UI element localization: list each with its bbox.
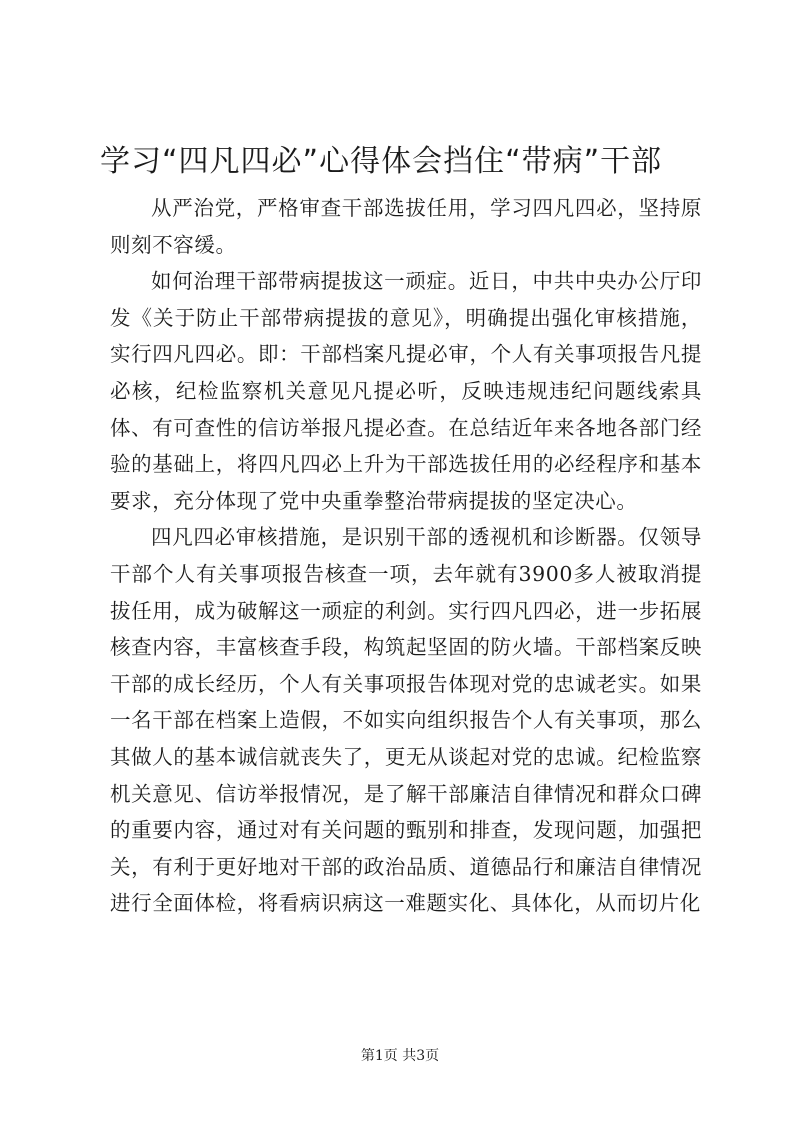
page-footer xyxy=(0,1046,800,1066)
document-body xyxy=(110,190,702,922)
page-number: 第1页 共3页 xyxy=(360,1048,440,1064)
document-title: 学习“四凡四必”心得体会挡住“带病”干部 xyxy=(100,144,663,179)
paragraph-1: 从严治党，严格审查干部选拔任用，学习四凡四必，坚持原则刻不容缓。 xyxy=(110,196,702,257)
paragraph-2: 如何治理干部带病提拔这一顽症。近日，中共中央办公厅印发《关于防止干部带病提拔的意见》，明确提出强化审核措施，实行四凡四必。即：干部档案凡提必审，个人有关事项报告凡提必核，纪检监察机关意见凡提必听，反映违规违纪问题线索具体、有可查性的信访举报凡提必查。在总结近年来各地各部门经验的基础上，将四凡四必上升为干部选拔任用的必经程序和基本要求，充分体现了党中央重拳整治带病提拔的坚定决心。 xyxy=(110,269,702,513)
paragraph-3: 四凡四必审核措施，是识别干部的透视机和诊断器。仅领导干部个人有关事项报告核查一项，去年就有3900多人被取消提拔任用，成为破解这一顽症的利剑。实行四凡四必，进一步拓展核查内容，丰富核查手段，构筑起坚固的防火墙。干部档案反映干部的成长经历，个人有关事项报告体现对党的忠诚老实。如果一名干部在档案上造假，不如实向组织报告个人有关事项，那么其做人的基本诚信就丧失了，更无从谈起对党的忠诚。纪检监察机关意见、信访举报情况，是了解干部廉洁自律情况和群众口碑的重要内容，通过对有关问题的甄别和排查，发现问题，加强把关，有利于更好地对干部的政治品质、道德品行和廉洁自律情况进行全面体检，将看病识病这一难题实化、具体化，从而切片化 xyxy=(110,525,702,916)
